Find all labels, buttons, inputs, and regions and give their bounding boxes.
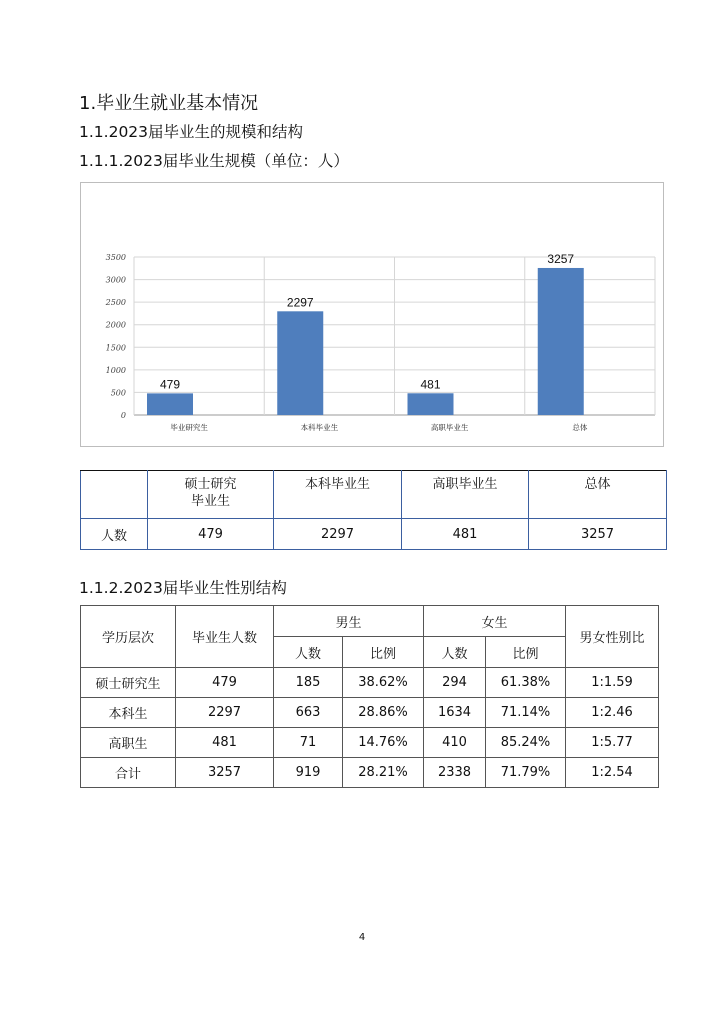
table-row xyxy=(81,668,659,698)
table-header-row xyxy=(81,471,667,519)
table-row xyxy=(81,758,659,788)
table-cell: 1634 xyxy=(424,698,486,728)
table-cell: 919 xyxy=(274,758,343,788)
table-cell: 本科生 xyxy=(81,698,176,728)
bar-chart xyxy=(81,183,665,448)
table-header-cell: 毕业生人数 xyxy=(176,606,274,668)
table-cell: 663 xyxy=(274,698,343,728)
table-cell: 1:2.54 xyxy=(566,758,659,788)
chart-heading: 1.1.1.2023届毕业生规模（单位：人） xyxy=(79,152,349,170)
table-cell: 71.79% xyxy=(486,758,566,788)
category-label: 毕业研究生 xyxy=(170,423,208,432)
table-header-cell: 本科毕业生 xyxy=(274,471,402,519)
table-row xyxy=(81,698,659,728)
bar xyxy=(538,268,584,415)
table-cell: 185 xyxy=(274,668,343,698)
section-heading: 1.毕业生就业基本情况 xyxy=(79,93,259,114)
page-number: 4 xyxy=(358,932,366,943)
table-cell: 481 xyxy=(176,728,274,758)
y-tick-label: 3500 xyxy=(105,253,126,262)
table-header-cell: 硕士研究 毕业生 xyxy=(148,471,274,519)
subsection-heading: 1.1.2023届毕业生的规模和结构 xyxy=(79,123,304,141)
table-cell: 硕士研究生 xyxy=(81,668,176,698)
table-cell: 1:2.46 xyxy=(566,698,659,728)
chart-frame xyxy=(80,182,664,447)
table-cell: 71.14% xyxy=(486,698,566,728)
bar xyxy=(277,311,323,415)
gender-structure-table xyxy=(80,605,659,788)
table-header-row xyxy=(81,606,659,637)
table-cell: 28.86% xyxy=(343,698,424,728)
table-cell: 479 xyxy=(148,519,274,550)
table-row xyxy=(81,519,667,550)
table-header-cell: 男生 xyxy=(274,606,424,637)
data-label: 3257 xyxy=(547,251,575,266)
y-tick-label: 2500 xyxy=(105,298,126,308)
table-cell: 71 xyxy=(274,728,343,758)
table-cell: 2297 xyxy=(176,698,274,728)
table-header-cell: 高职毕业生 xyxy=(402,471,529,519)
table-cell: 38.62% xyxy=(343,668,424,698)
bar xyxy=(408,393,454,415)
y-tick-label: 500 xyxy=(110,388,126,398)
table-cell: 85.24% xyxy=(486,728,566,758)
y-tick-label: 1500 xyxy=(105,343,126,353)
table-cell: 410 xyxy=(424,728,486,758)
table-cell: 合计 xyxy=(81,758,176,788)
table-cell: 479 xyxy=(176,668,274,698)
y-tick-label: 0 xyxy=(120,411,126,420)
table-cell: 3257 xyxy=(176,758,274,788)
table-cell: 28.21% xyxy=(343,758,424,788)
gender-heading: 1.1.2.2023届毕业生性别结构 xyxy=(79,579,287,597)
row-label: 人数 xyxy=(81,519,148,550)
table-header-cell: 比例 xyxy=(486,637,566,668)
table-cell: 2338 xyxy=(424,758,486,788)
bar xyxy=(147,393,193,415)
category-label: 本科毕业生 xyxy=(300,423,339,432)
table-cell: 3257 xyxy=(529,519,667,550)
table-cell: 高职生 xyxy=(81,728,176,758)
category-label: 总体 xyxy=(572,423,588,432)
table-cell: 481 xyxy=(402,519,529,550)
table-row xyxy=(81,728,659,758)
table-cell: 294 xyxy=(424,668,486,698)
table-cell: 14.76% xyxy=(343,728,424,758)
graduate-count-table xyxy=(80,470,667,550)
table-cell: 61.38% xyxy=(486,668,566,698)
table-cell: 2297 xyxy=(274,519,402,550)
y-tick-label: 1000 xyxy=(105,365,126,375)
table-header-cell: 女生 xyxy=(424,606,566,637)
table-cell: 1:5.77 xyxy=(566,728,659,758)
table-header-cell xyxy=(81,471,148,519)
table-header-cell: 比例 xyxy=(343,637,424,668)
y-tick-label: 3000 xyxy=(105,275,126,285)
category-label: 高职毕业生 xyxy=(430,423,469,432)
table-header-cell: 总体 xyxy=(529,471,667,519)
table-header-cell: 学历层次 xyxy=(81,606,176,668)
table-header-cell: 人数 xyxy=(274,637,343,668)
table-cell: 1:1.59 xyxy=(566,668,659,698)
data-label: 479 xyxy=(159,377,181,392)
data-label: 481 xyxy=(420,377,441,392)
data-label: 2297 xyxy=(286,295,314,310)
table-header-cell: 男女性别比 xyxy=(566,606,659,668)
table-header-cell: 人数 xyxy=(424,637,486,668)
y-tick-label: 2000 xyxy=(105,320,126,330)
